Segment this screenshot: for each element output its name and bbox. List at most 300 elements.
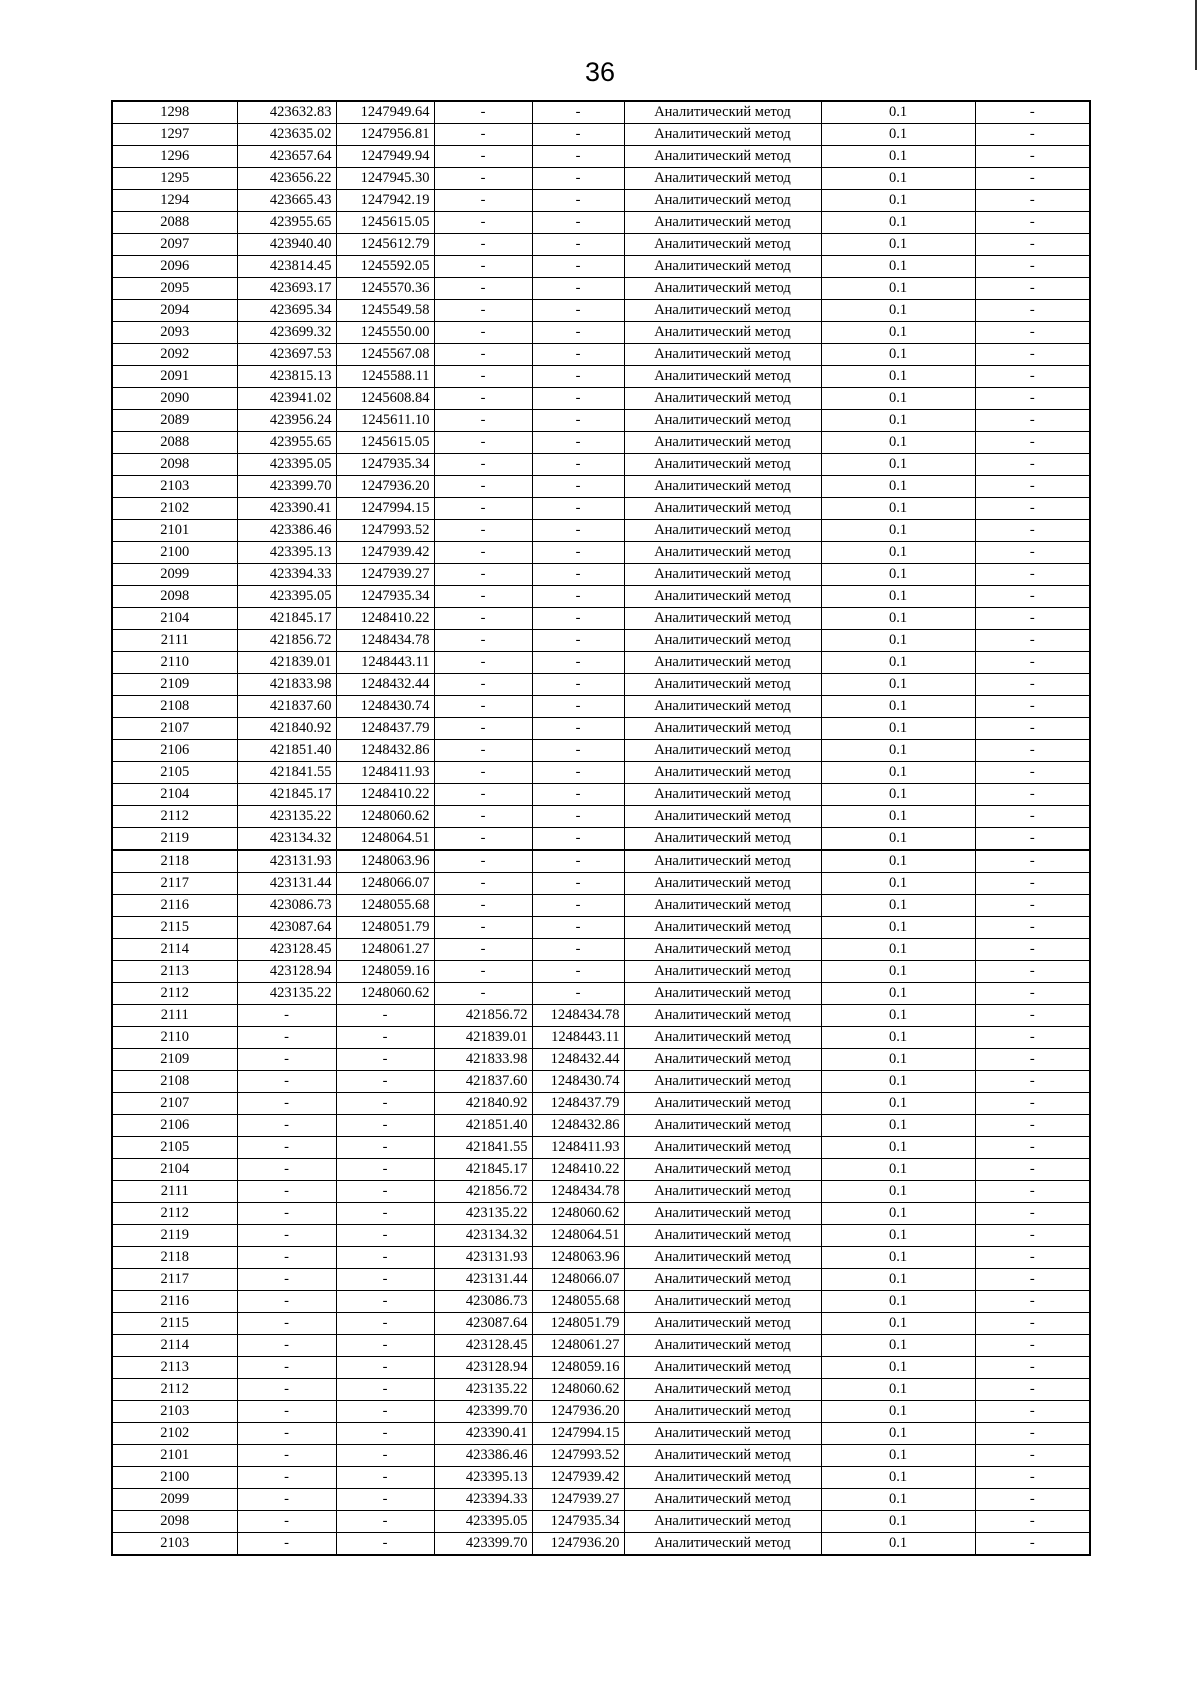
table-row [112,1533,1090,1556]
cell-accuracy: 0.1 [821,520,975,542]
cell-method: Аналитический метод [624,1467,821,1489]
table-row [112,1379,1090,1401]
cell-x-new: - [434,300,532,322]
cell-x-new: - [434,234,532,256]
cell-method: Аналитический метод [624,366,821,388]
cell-y-old: - [336,1313,434,1335]
cell-y-old: - [336,1357,434,1379]
cell-point-number: 1297 [112,124,237,146]
cell-y-new: - [532,410,624,432]
cell-point-number: 2113 [112,961,237,983]
cell-method: Аналитический метод [624,696,821,718]
cell-note: - [975,1445,1090,1467]
cell-x-old: - [237,1489,336,1511]
cell-x-old: 423656.22 [237,168,336,190]
cell-note: - [975,520,1090,542]
cell-accuracy: 0.1 [821,1379,975,1401]
cell-y-old: - [336,1291,434,1313]
cell-note: - [975,454,1090,476]
cell-y-new: 1248432.44 [532,1049,624,1071]
cell-x-old: 423697.53 [237,344,336,366]
table-row [112,322,1090,344]
cell-y-new: 1248064.51 [532,1225,624,1247]
cell-note: - [975,1181,1090,1203]
cell-note: - [975,498,1090,520]
cell-point-number: 2103 [112,1533,237,1556]
cell-x-old: 423665.43 [237,190,336,212]
cell-note: - [975,1093,1090,1115]
cell-y-new: 1247936.20 [532,1533,624,1556]
cell-y-new: - [532,674,624,696]
cell-x-old: 421851.40 [237,740,336,762]
cell-method: Аналитический метод [624,961,821,983]
cell-y-old: - [336,1225,434,1247]
cell-x-new: - [434,586,532,608]
cell-x-old: 423395.13 [237,542,336,564]
cell-x-new: - [434,476,532,498]
table-row [112,1291,1090,1313]
table-row [112,190,1090,212]
cell-point-number: 2101 [112,1445,237,1467]
cell-y-new: - [532,784,624,806]
cell-x-new: - [434,432,532,454]
cell-y-old: - [336,1467,434,1489]
cell-method: Аналитический метод [624,344,821,366]
cell-method: Аналитический метод [624,1335,821,1357]
cell-accuracy: 0.1 [821,1269,975,1291]
cell-x-new: 423135.22 [434,1379,532,1401]
cell-note: - [975,300,1090,322]
cell-method: Аналитический метод [624,1071,821,1093]
cell-method: Аналитический метод [624,124,821,146]
cell-point-number: 2102 [112,1423,237,1445]
cell-y-new: 1247994.15 [532,1423,624,1445]
cell-accuracy: 0.1 [821,917,975,939]
cell-x-new: - [434,873,532,895]
cell-x-old: 423128.94 [237,961,336,983]
cell-x-new: 421856.72 [434,1005,532,1027]
table-row [112,1005,1090,1027]
cell-x-old: 421833.98 [237,674,336,696]
cell-point-number: 2098 [112,586,237,608]
cell-y-old: 1247993.52 [336,520,434,542]
cell-note: - [975,256,1090,278]
cell-y-old: 1247942.19 [336,190,434,212]
table-row [112,630,1090,652]
table-row [112,1401,1090,1423]
table-row [112,586,1090,608]
cell-note: - [975,476,1090,498]
cell-accuracy: 0.1 [821,873,975,895]
cell-point-number: 2109 [112,1049,237,1071]
cell-y-new: - [532,432,624,454]
cell-accuracy: 0.1 [821,1445,975,1467]
cell-note: - [975,1511,1090,1533]
cell-accuracy: 0.1 [821,1093,975,1115]
cell-accuracy: 0.1 [821,806,975,828]
cell-method: Аналитический метод [624,762,821,784]
cell-x-old: 421837.60 [237,696,336,718]
cell-point-number: 2098 [112,454,237,476]
coordinates-table-body [112,101,1090,1555]
cell-y-old: 1248055.68 [336,895,434,917]
cell-y-new: - [532,718,624,740]
cell-y-old: 1248059.16 [336,961,434,983]
table-row [112,432,1090,454]
cell-note: - [975,542,1090,564]
cell-method: Аналитический метод [624,939,821,961]
table-row [112,939,1090,961]
cell-accuracy: 0.1 [821,410,975,432]
cell-y-old: - [336,1511,434,1533]
cell-x-new: - [434,366,532,388]
cell-point-number: 2090 [112,388,237,410]
cell-accuracy: 0.1 [821,895,975,917]
cell-note: - [975,234,1090,256]
cell-method: Аналитический метод [624,1511,821,1533]
cell-accuracy: 0.1 [821,388,975,410]
cell-y-old: - [336,1269,434,1291]
cell-method: Аналитический метод [624,234,821,256]
cell-x-new: 423395.13 [434,1467,532,1489]
cell-accuracy: 0.1 [821,432,975,454]
cell-point-number: 2111 [112,630,237,652]
cell-x-old: - [237,1027,336,1049]
table-row [112,410,1090,432]
table-row [112,101,1090,124]
cell-x-new: - [434,146,532,168]
cell-accuracy: 0.1 [821,278,975,300]
cell-x-new: - [434,542,532,564]
cell-x-new: - [434,190,532,212]
cell-method: Аналитический метод [624,895,821,917]
cell-x-old: - [237,1225,336,1247]
cell-note: - [975,917,1090,939]
cell-note: - [975,388,1090,410]
cell-x-new: - [434,696,532,718]
cell-method: Аналитический метод [624,1357,821,1379]
cell-x-new: - [434,344,532,366]
cell-method: Аналитический метод [624,850,821,873]
cell-y-old: 1245615.05 [336,212,434,234]
cell-method: Аналитический метод [624,1401,821,1423]
table-row [112,652,1090,674]
cell-y-new: 1247936.20 [532,1401,624,1423]
cell-point-number: 2119 [112,828,237,851]
cell-accuracy: 0.1 [821,983,975,1005]
cell-point-number: 2107 [112,718,237,740]
cell-point-number: 2112 [112,1379,237,1401]
cell-x-new: 423131.93 [434,1247,532,1269]
cell-accuracy: 0.1 [821,1533,975,1556]
cell-y-old: 1248432.86 [336,740,434,762]
cell-x-old: 423128.45 [237,939,336,961]
cell-y-old: 1247939.27 [336,564,434,586]
cell-x-old: 423693.17 [237,278,336,300]
cell-x-old: 423395.05 [237,586,336,608]
table-row [112,1247,1090,1269]
cell-x-old: 423131.44 [237,873,336,895]
cell-x-new: - [434,895,532,917]
cell-note: - [975,740,1090,762]
table-row [112,917,1090,939]
cell-x-old: 421845.17 [237,784,336,806]
cell-x-new: - [434,806,532,828]
cell-accuracy: 0.1 [821,322,975,344]
table-row [112,762,1090,784]
cell-y-new: - [532,586,624,608]
cell-y-old: 1247935.34 [336,586,434,608]
cell-x-old: - [237,1005,336,1027]
cell-method: Аналитический метод [624,718,821,740]
cell-accuracy: 0.1 [821,1291,975,1313]
cell-y-old: - [336,1071,434,1093]
cell-accuracy: 0.1 [821,1247,975,1269]
cell-note: - [975,939,1090,961]
cell-y-old: 1245592.05 [336,256,434,278]
cell-accuracy: 0.1 [821,564,975,586]
cell-accuracy: 0.1 [821,1203,975,1225]
table-row [112,388,1090,410]
cell-y-new: 1248432.86 [532,1115,624,1137]
cell-point-number: 2100 [112,1467,237,1489]
cell-y-old: 1248063.96 [336,850,434,873]
cell-y-old: - [336,1335,434,1357]
cell-point-number: 2117 [112,873,237,895]
cell-y-new: - [532,388,624,410]
cell-note: - [975,630,1090,652]
cell-note: - [975,1269,1090,1291]
cell-method: Аналитический метод [624,917,821,939]
cell-x-new: 421833.98 [434,1049,532,1071]
cell-accuracy: 0.1 [821,1225,975,1247]
cell-y-new: - [532,828,624,851]
cell-accuracy: 0.1 [821,1401,975,1423]
cell-note: - [975,1533,1090,1556]
cell-method: Аналитический метод [624,212,821,234]
cell-y-old: 1248410.22 [336,608,434,630]
cell-note: - [975,366,1090,388]
cell-y-new: 1248434.78 [532,1005,624,1027]
cell-y-new: - [532,498,624,520]
cell-x-old: 423399.70 [237,476,336,498]
table-row [112,256,1090,278]
cell-x-old: 423394.33 [237,564,336,586]
cell-y-old: 1245550.00 [336,322,434,344]
cell-y-new: 1248059.16 [532,1357,624,1379]
cell-note: - [975,1291,1090,1313]
cell-accuracy: 0.1 [821,101,975,124]
cell-note: - [975,1203,1090,1225]
cell-x-old: 423087.64 [237,917,336,939]
cell-point-number: 2114 [112,939,237,961]
cell-method: Аналитический метод [624,1269,821,1291]
cell-point-number: 1296 [112,146,237,168]
cell-method: Аналитический метод [624,520,821,542]
cell-note: - [975,762,1090,784]
cell-y-old: 1245611.10 [336,410,434,432]
cell-point-number: 2109 [112,674,237,696]
cell-x-new: 423128.45 [434,1335,532,1357]
cell-x-old: 423815.13 [237,366,336,388]
cell-y-new: - [532,278,624,300]
cell-accuracy: 0.1 [821,1357,975,1379]
cell-y-new: - [532,895,624,917]
cell-accuracy: 0.1 [821,300,975,322]
cell-y-new: 1248410.22 [532,1159,624,1181]
cell-x-new: 421839.01 [434,1027,532,1049]
cell-method: Аналитический метод [624,983,821,1005]
cell-point-number: 2094 [112,300,237,322]
cell-x-old: 423955.65 [237,212,336,234]
cell-point-number: 2102 [112,498,237,520]
cell-method: Аналитический метод [624,1247,821,1269]
cell-accuracy: 0.1 [821,146,975,168]
cell-y-new: - [532,190,624,212]
cell-y-old: - [336,1093,434,1115]
cell-x-new: 421841.55 [434,1137,532,1159]
cell-point-number: 2112 [112,806,237,828]
cell-accuracy: 0.1 [821,1313,975,1335]
table-row [112,542,1090,564]
cell-y-old: 1245588.11 [336,366,434,388]
cell-point-number: 2118 [112,850,237,873]
cell-x-new: - [434,498,532,520]
cell-method: Аналитический метод [624,1181,821,1203]
cell-x-new: - [434,939,532,961]
cell-x-old: 423135.22 [237,806,336,828]
cell-y-new: - [532,564,624,586]
table-row [112,1467,1090,1489]
cell-x-old: 423131.93 [237,850,336,873]
cell-y-old: 1248051.79 [336,917,434,939]
cell-x-new: 423386.46 [434,1445,532,1467]
cell-point-number: 2107 [112,1093,237,1115]
cell-accuracy: 0.1 [821,234,975,256]
cell-note: - [975,1401,1090,1423]
cell-note: - [975,784,1090,806]
cell-accuracy: 0.1 [821,740,975,762]
cell-y-new: 1248060.62 [532,1379,624,1401]
cell-x-new: - [434,168,532,190]
cell-y-new: - [532,917,624,939]
cell-point-number: 2113 [112,1357,237,1379]
cell-x-old: 423395.05 [237,454,336,476]
cell-x-new: 421840.92 [434,1093,532,1115]
cell-y-old: 1248434.78 [336,630,434,652]
cell-x-old: 423814.45 [237,256,336,278]
cell-point-number: 2105 [112,762,237,784]
cell-x-new: - [434,278,532,300]
cell-note: - [975,961,1090,983]
cell-note: - [975,1049,1090,1071]
cell-x-old: 423635.02 [237,124,336,146]
table-row [112,146,1090,168]
cell-method: Аналитический метод [624,322,821,344]
cell-x-new: - [434,784,532,806]
table-row [112,784,1090,806]
table-row [112,168,1090,190]
cell-note: - [975,652,1090,674]
cell-x-new: - [434,828,532,851]
cell-y-new: 1248055.68 [532,1291,624,1313]
table-row [112,1269,1090,1291]
cell-method: Аналитический метод [624,190,821,212]
cell-y-new: - [532,630,624,652]
table-row [112,454,1090,476]
cell-y-old: - [336,1115,434,1137]
cell-point-number: 1294 [112,190,237,212]
cell-accuracy: 0.1 [821,762,975,784]
cell-point-number: 2106 [112,740,237,762]
cell-method: Аналитический метод [624,542,821,564]
cell-point-number: 2088 [112,432,237,454]
cell-y-new: - [532,344,624,366]
cell-method: Аналитический метод [624,784,821,806]
cell-x-new: - [434,322,532,344]
table-row [112,1115,1090,1137]
cell-note: - [975,586,1090,608]
cell-accuracy: 0.1 [821,344,975,366]
cell-method: Аналитический метод [624,278,821,300]
cell-y-new: - [532,212,624,234]
cell-method: Аналитический метод [624,586,821,608]
cell-y-new: 1248430.74 [532,1071,624,1093]
table-row [112,1423,1090,1445]
cell-note: - [975,1335,1090,1357]
cell-point-number: 2097 [112,234,237,256]
table-row [112,1313,1090,1335]
cell-y-old: - [336,1005,434,1027]
table-row [112,124,1090,146]
cell-method: Аналитический метод [624,1489,821,1511]
table-row [112,1027,1090,1049]
cell-point-number: 2089 [112,410,237,432]
cell-x-new: 423131.44 [434,1269,532,1291]
cell-accuracy: 0.1 [821,1071,975,1093]
cell-x-new: 423135.22 [434,1203,532,1225]
table-row [112,961,1090,983]
cell-note: - [975,1379,1090,1401]
cell-note: - [975,1357,1090,1379]
cell-accuracy: 0.1 [821,498,975,520]
cell-y-new: - [532,476,624,498]
cell-point-number: 2118 [112,1247,237,1269]
cell-x-old: - [237,1137,336,1159]
cell-x-old: 423955.65 [237,432,336,454]
table-row [112,1511,1090,1533]
cell-accuracy: 0.1 [821,190,975,212]
cell-y-new: 1248060.62 [532,1203,624,1225]
cell-method: Аналитический метод [624,1027,821,1049]
cell-point-number: 2115 [112,917,237,939]
cell-note: - [975,1071,1090,1093]
table-row [112,344,1090,366]
cell-y-old: - [336,1489,434,1511]
cell-y-old: 1248411.93 [336,762,434,784]
cell-method: Аналитический метод [624,1445,821,1467]
cell-x-new: 423390.41 [434,1423,532,1445]
cell-x-new: 421837.60 [434,1071,532,1093]
cell-point-number: 2095 [112,278,237,300]
cell-y-new: - [532,520,624,542]
cell-accuracy: 0.1 [821,366,975,388]
cell-note: - [975,168,1090,190]
cell-y-old: - [336,1203,434,1225]
cell-note: - [975,1489,1090,1511]
cell-accuracy: 0.1 [821,674,975,696]
cell-accuracy: 0.1 [821,542,975,564]
